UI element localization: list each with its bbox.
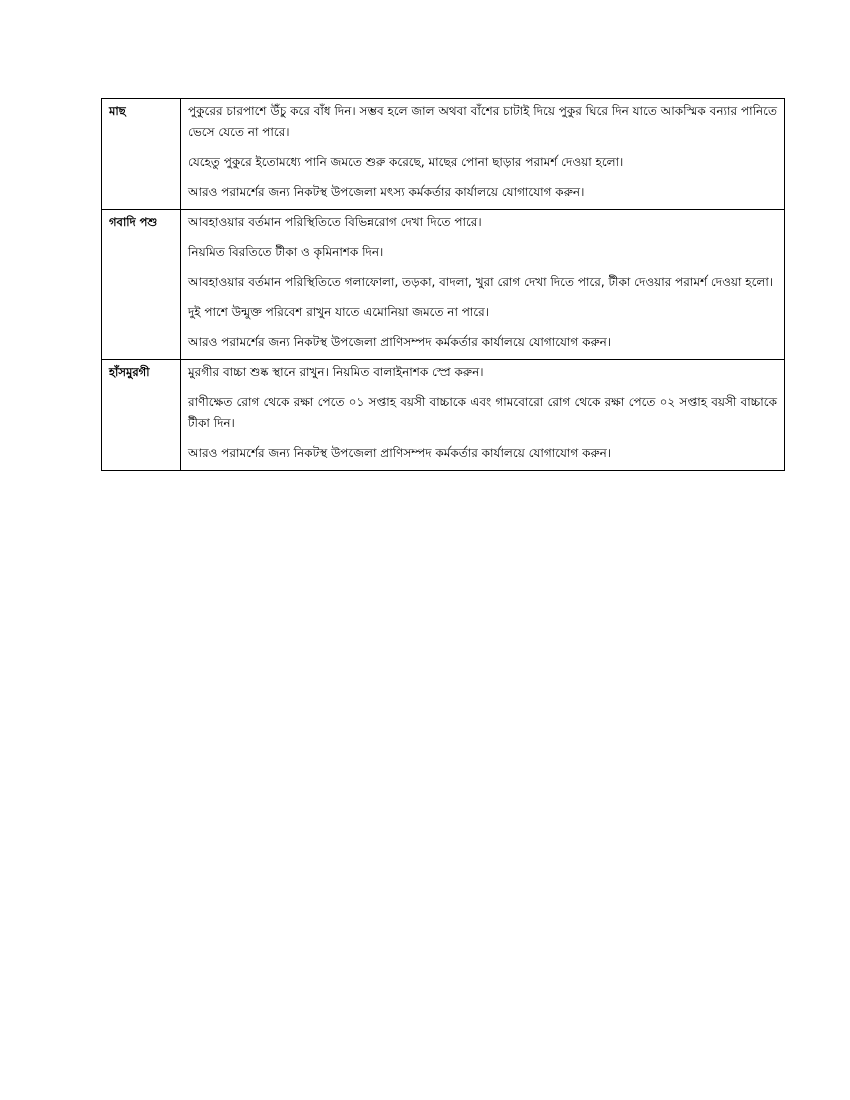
advice-line: যেহেতু পুকুরে ইতোমধ্যে পানি জমতে শুরু করেছে, মাছের পোনা ছাড়ার পরামর্শ দেওয়া হলো।: [188, 155, 624, 169]
fish-row: [102, 99, 785, 210]
category-poultry: হাঁসমুরগী: [102, 360, 181, 471]
advice-line: আবহাওয়ার বর্তমান পরিস্থিতিতে গলাফোলা, তড়কা, বাদলা, খুরা রোগ দেখা দিতে পারে, টীকা দেওয়ার পরামর্শ দেওয়া হলো।: [188, 275, 774, 289]
poultry-advice-cell: [181, 360, 785, 471]
advice-line: আরও পরামর্শের জন্য নিকটস্থ উপজেলা প্রাণিসম্পদ কর্মকর্তার কার্যালয়ে যোগাযোগ করুন।: [188, 446, 612, 460]
category-fish: মাছ: [102, 99, 181, 210]
advice-line: মুরগীর বাচ্চা শুষ্ক স্থানে রাখুন। নিয়মিত বালাইনাশক স্প্রে করুন।: [188, 365, 484, 379]
livestock-row: [102, 210, 785, 360]
poultry-row: [102, 360, 785, 471]
advice-line: আরও পরামর্শের জন্য নিকটস্থ উপজেলা মৎস্য কর্মকর্তার কার্যালয়ে যোগাযোগ করুন।: [188, 185, 585, 199]
advice-line: আবহাওয়ার বর্তমান পরিস্থিতিতে বিভিন্নরোগ দেখা দিতে পারে।: [188, 215, 482, 229]
livestock-advice-cell: [181, 210, 785, 360]
category-livestock: গবাদি পশু: [102, 210, 181, 360]
advice-line: দুই পাশে উন্মুক্ত পরিবেশ রাখুন যাতে এমোনিয়া জমতে না পারে।: [188, 305, 490, 319]
advice-line: রাণীক্ষেত রোগ থেকে রক্ষা পেতে ০১ সপ্তাহ বয়সী বাচ্চাকে এবং গামবোরো রোগ থেকে রক্ষা পেতে ০২ সপ্তাহ বয়সী বাচ্চাকে টীকা দিন।: [188, 395, 777, 430]
advisory-table: [101, 98, 785, 471]
advice-line: নিয়মিত বিরতিতে টীকা ও কৃমিনাশক দিন।: [188, 245, 384, 259]
fish-advice-cell: [181, 99, 785, 210]
advice-line: আরও পরামর্শের জন্য নিকটস্থ উপজেলা প্রাণিসম্পদ কর্মকর্তার কার্যালয়ে যোগাযোগ করুন।: [188, 335, 612, 349]
advice-line: পুকুরের চারপাশে উঁচু করে বাঁধ দিন। সম্ভব হলে জাল অথবা বাঁশের চাটাই দিয়ে পুকুর ঘিরে দিন যাতে আকস্মিক বন্যার পানিতে ভেসে যেতে না পারে।: [188, 104, 777, 139]
